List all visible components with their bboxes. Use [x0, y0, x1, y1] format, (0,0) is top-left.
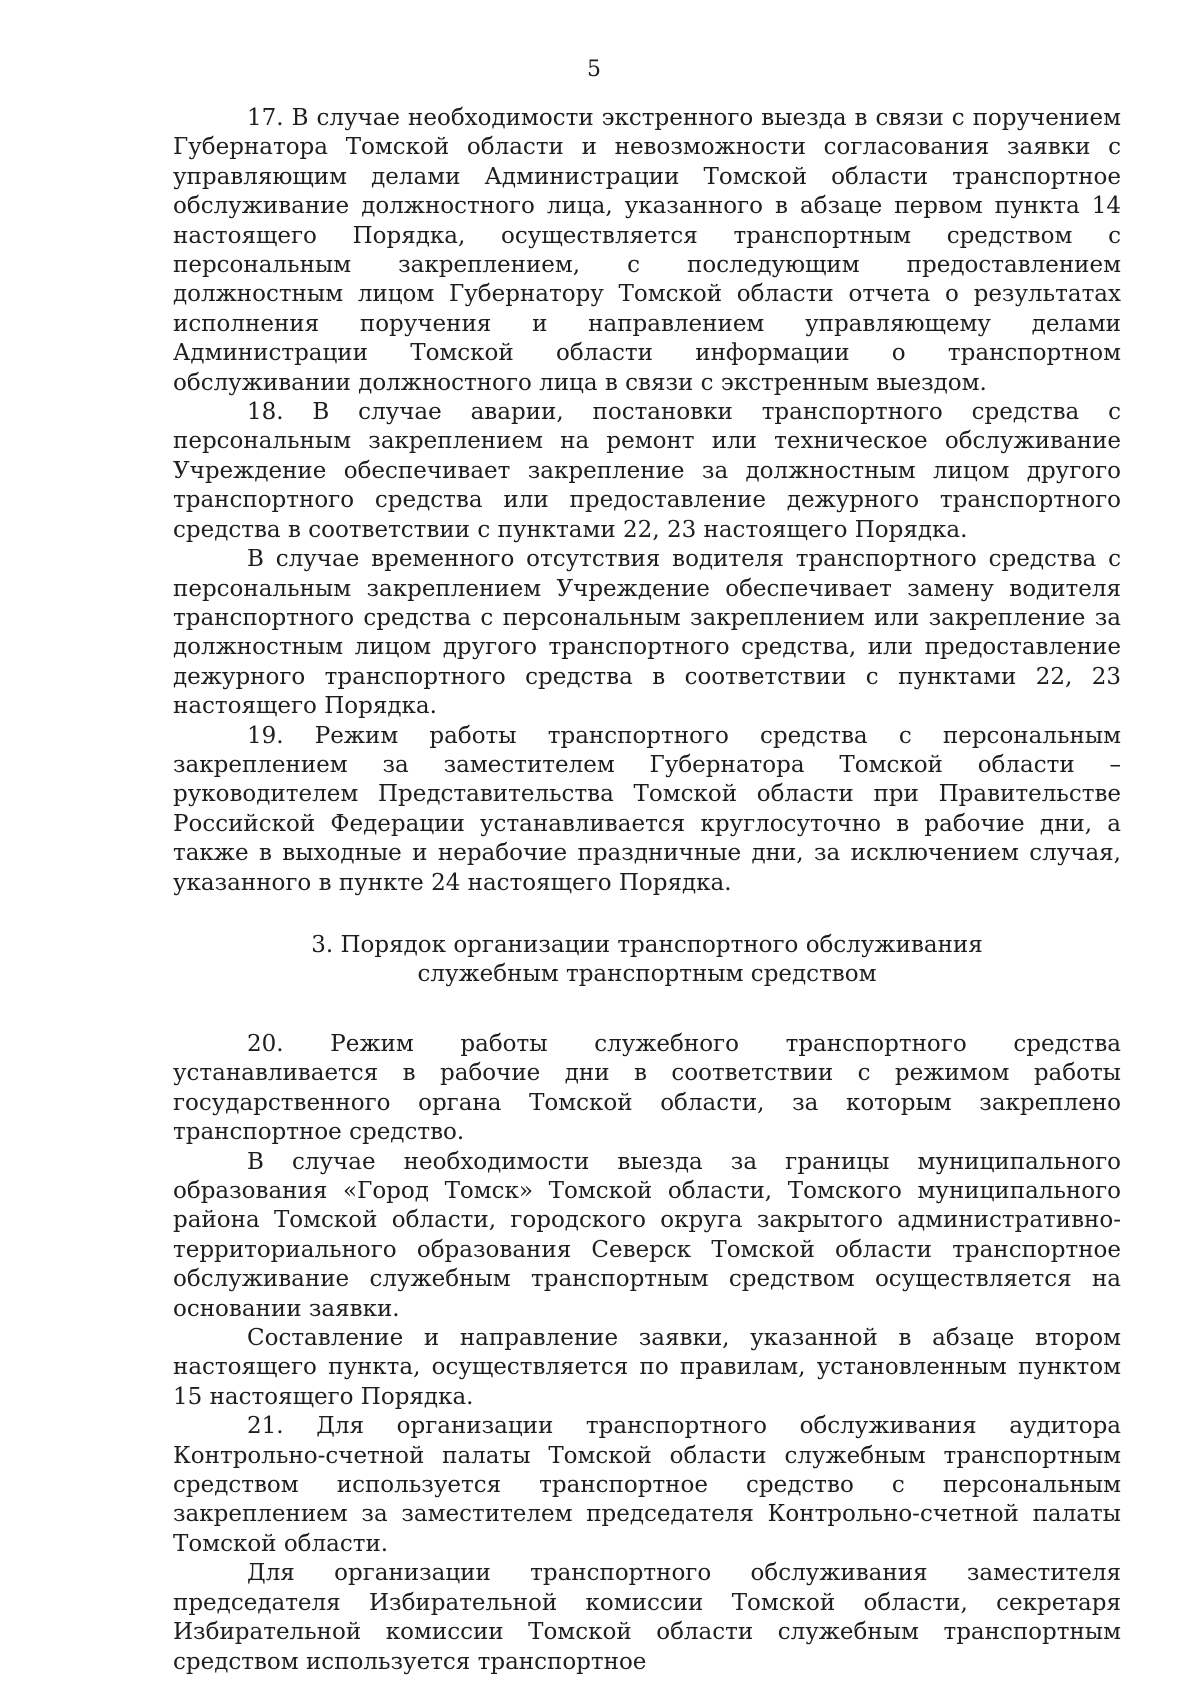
paragraph-21: 21. Для организации транспортного обслуживания аудитора Контрольно-счетной палаты Томской области служебным транспортным средством используется транспортное средство с персональным закреплением за заместителем председателя Контрольно-счетной палаты Томской области. — [173, 1413, 1121, 1557]
paragraph-20-travel-outside: В случае необходимости выезда за границы муниципального образования «Город Томск» Томской области, Томского муниципального района Томской области, городского округа закрытого административно-территориального образования Северск Томской области транспортное обслуживание служебным транспортным средством осуществляется на основании заявки. — [173, 1148, 1121, 1322]
document-body — [173, 104, 1121, 1677]
page-number: 5 — [587, 57, 601, 82]
paragraph-18-driver-absence: В случае временного отсутствия водителя транспортного средства с персональным закреплением Учреждение обеспечивает замену водителя транспортного средства с персональным закреплением или закрепление за должностным лицом другого транспортного средства, или предоставление дежурного транспортного средства в соответствии с пунктами 22, 23 настоящего Порядка. — [173, 546, 1121, 720]
paragraph-21-election-commission: Для организации транспортного обслуживания заместителя председателя Избирательной комиссии Томской области, секретаря Избирательной комиссии Томской области служебным транспортным средством используется транспортное — [173, 1560, 1121, 1675]
paragraph-18: 18. В случае аварии, постановки транспортного средства с персональным закреплением на ремонт или техническое обслуживание Учреждение обеспечивает закрепление за должностным лицом другого транспортного средства или предоставление дежурного транспортного средства в соответствии с пунктами 22, 23 настоящего Порядка. — [173, 399, 1121, 543]
paragraph-20-request-procedure: Составление и направление заявки, указанной в абзаце втором настоящего пункта, осуществляется по правилам, установленным пунктом 15 настоящего Порядка. — [173, 1325, 1121, 1410]
section-heading — [173, 931, 1121, 989]
paragraph-19: 19. Режим работы транспортного средства с персональным закреплением за заместителем Губернатора Томской области – руководителем Представительства Томской области при Правительстве Российской Федерации устанавливается круглосуточно в рабочие дни, а также в выходные и нерабочие праздничные дни, за исключением случая, указанного в пункте 24 настоящего Порядка. — [173, 722, 1121, 896]
paragraph-20: 20. Режим работы служебного транспортного средства устанавливается в рабочие дни в соответствии с режимом работы государственного органа Томской области, за которым закреплено транспортное средство. — [173, 1030, 1121, 1146]
section-heading-line-2: служебным транспортным средством — [417, 960, 877, 987]
paragraph-17: 17. В случае необходимости экстренного выезда в связи с поручением Губернатора Томской области и невозможности согласования заявки с управляющим делами Администрации Томской области транспортное обслуживание должностного лица, указанного в абзаце первом пункта 14 настоящего Порядка, осуществляется транспортным средством с персональным закреплением, с последующим предоставлением должностным лицом Губернатору Томской области отчета о результатах исполнения поручения и направлением управляющему делами Администрации Томской области информации о транспортном обслуживании должностного лица в связи с экстренным выездом. — [173, 105, 1121, 396]
section-heading-line-1: 3. Порядок организации транспортного обслуживания — [311, 931, 983, 958]
